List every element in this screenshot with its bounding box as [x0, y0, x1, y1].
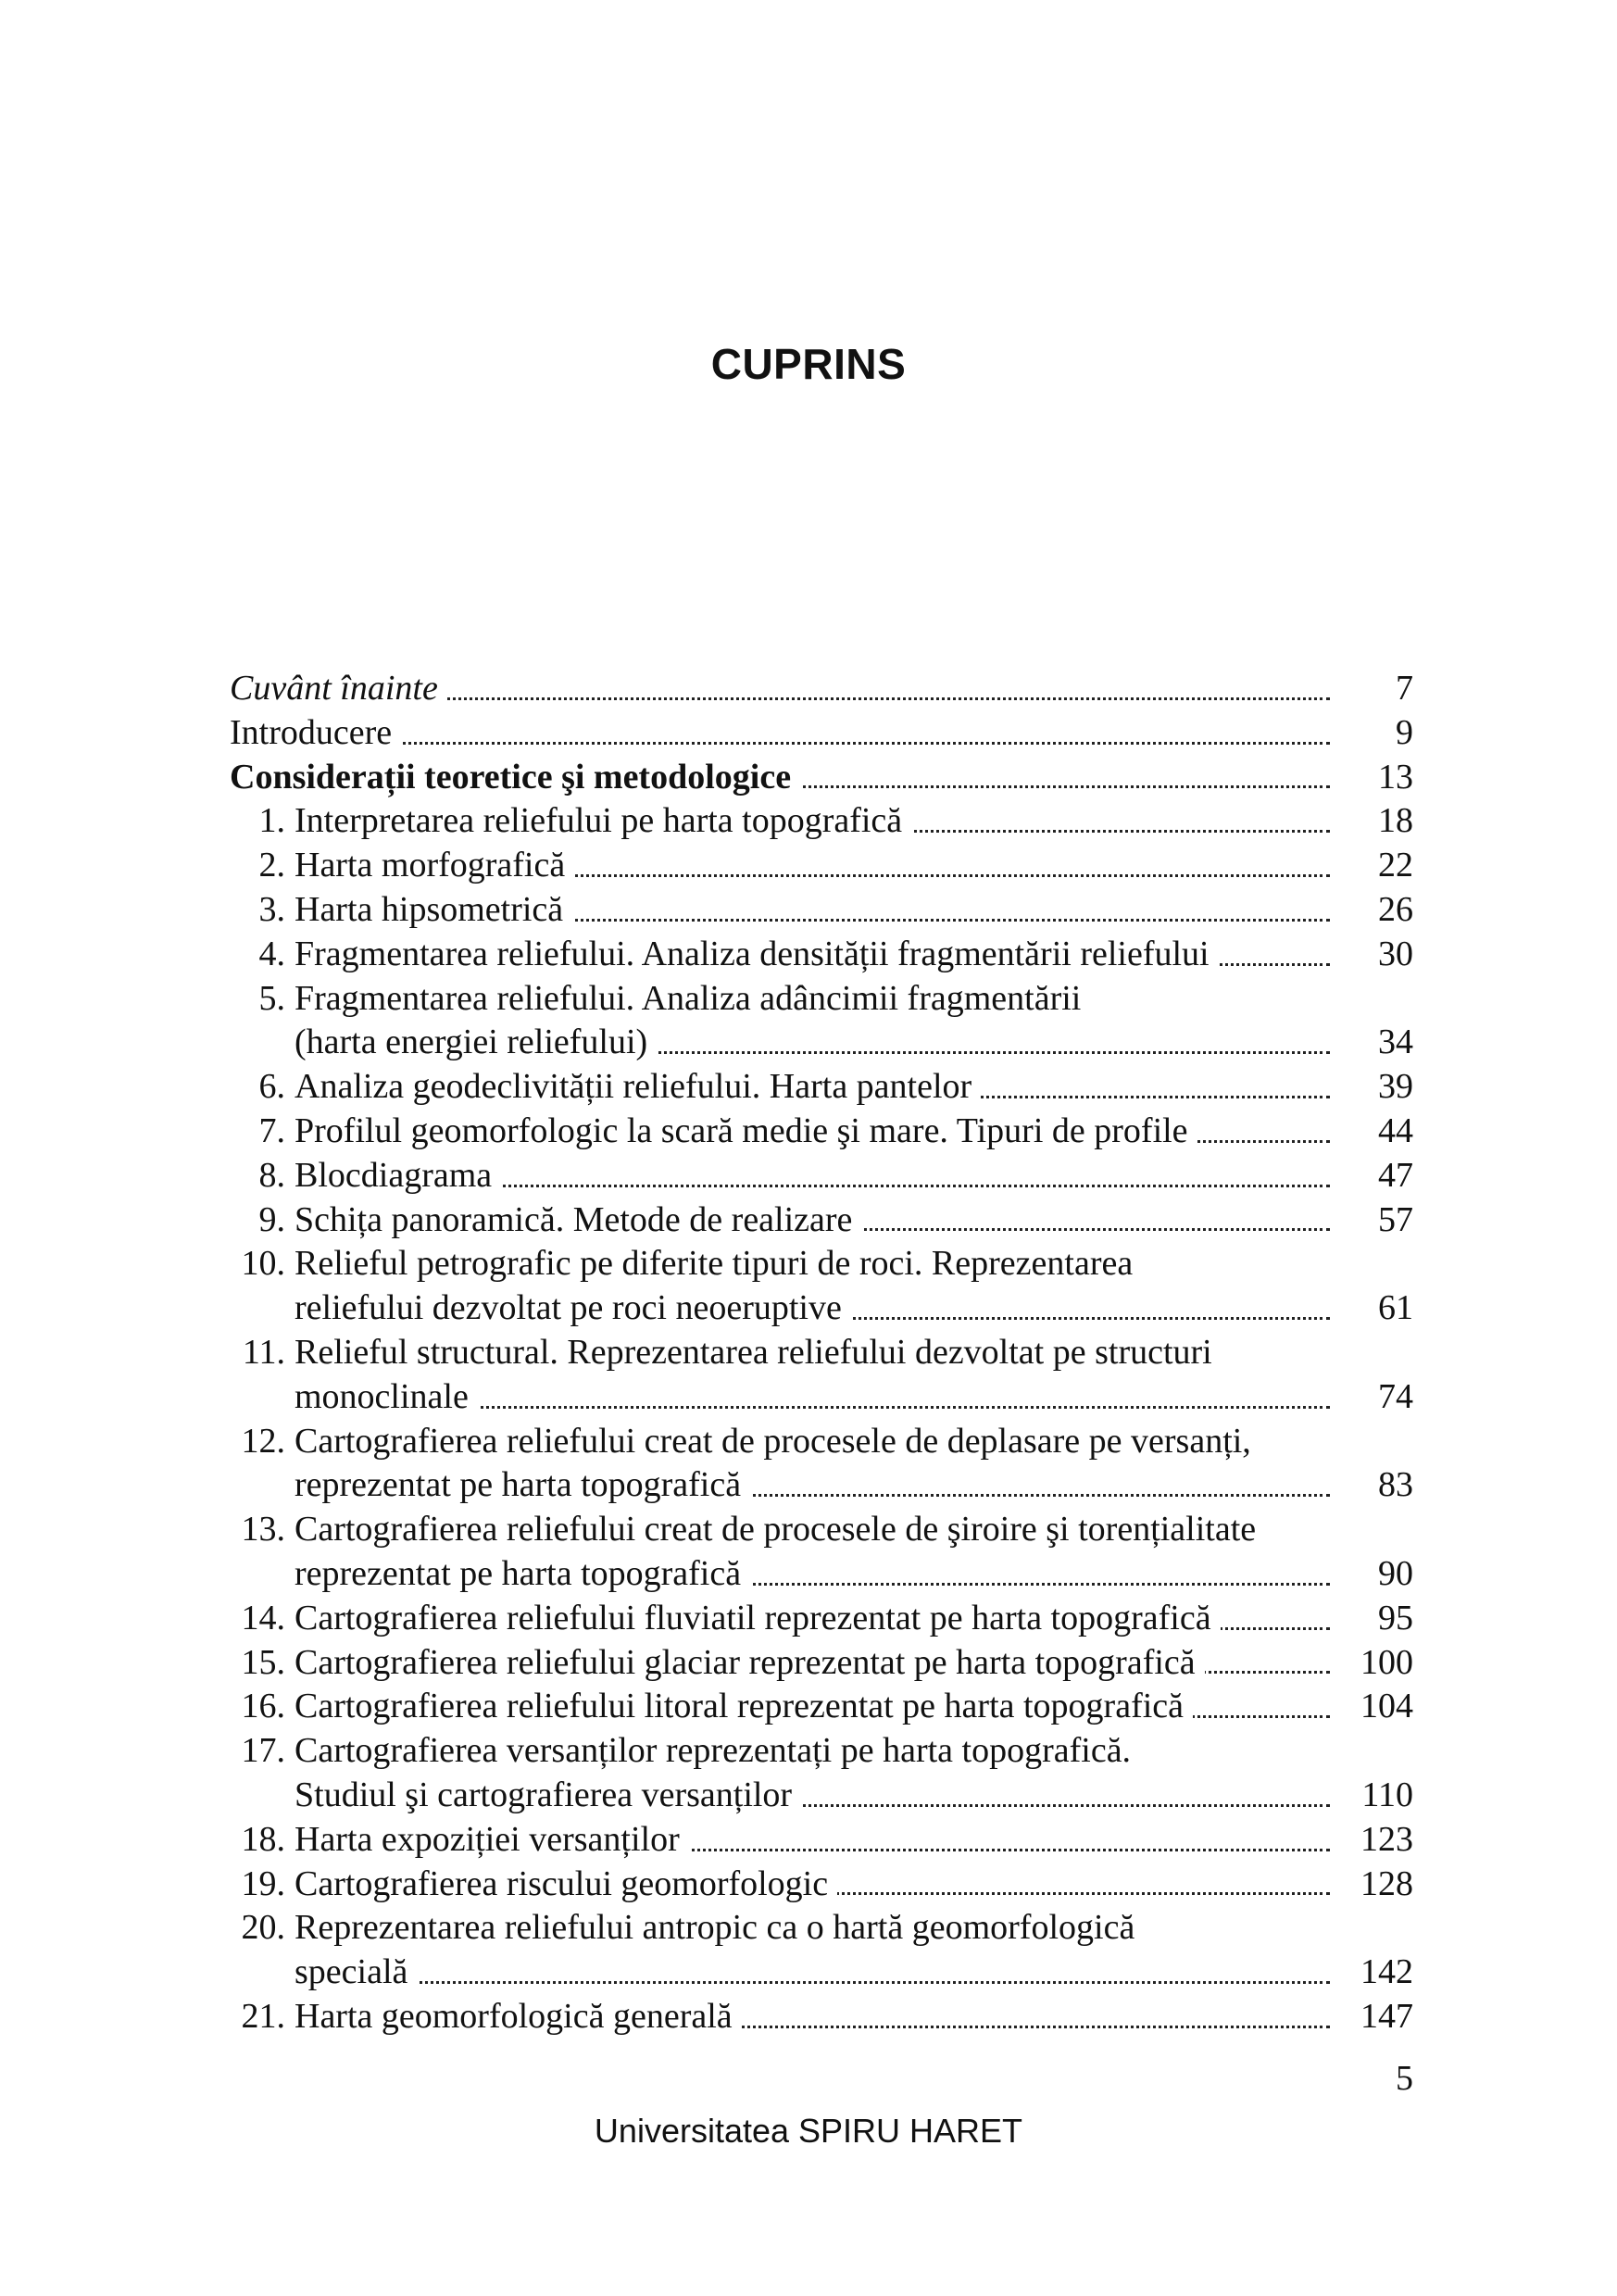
- toc-chapter-text: [230, 1065, 981, 1110]
- toc-chapter-page: 39: [1378, 1067, 1413, 1107]
- toc-chapter-page: 142: [1360, 1952, 1413, 1992]
- toc-chapter-page: 61: [1378, 1288, 1413, 1328]
- toc-chapter-text: [230, 1685, 1193, 1729]
- toc-chapter-text: [230, 1906, 1144, 1951]
- toc-chapter-text: [230, 1597, 1221, 1641]
- toc-chapter-line[interactable]: [230, 1906, 1413, 1951]
- toc-chapter-number: 12.: [241, 1421, 285, 1461]
- toc-chapter-line[interactable]: [230, 1597, 1413, 1641]
- toc-chapter-text: [230, 1154, 501, 1198]
- toc-chapter-label: Profilul geomorfologic la scară medie şi mare. Tipuri de profile: [295, 1110, 1188, 1150]
- toc-chapter-line[interactable]: [230, 1021, 1413, 1065]
- table-of-contents: [230, 667, 1413, 2039]
- toc-chapter-line[interactable]: [230, 1331, 1413, 1375]
- toc-chapter-label: reprezentat pe harta topografică: [295, 1465, 742, 1505]
- toc-chapter-page: 26: [1378, 889, 1413, 929]
- toc-chapter-label: Fragmentarea reliefului. Analiza adâncimii fragmentării: [295, 978, 1082, 1018]
- toc-chapter-text: [230, 1375, 478, 1420]
- page-number: 5: [1396, 2059, 1413, 2098]
- toc-chapter-number: 15.: [241, 1642, 285, 1682]
- toc-chapter-line[interactable]: [230, 1552, 1413, 1597]
- toc-chapter-label: Cartografierea reliefului fluviatil reprezentat pe harta topografică: [295, 1598, 1211, 1637]
- toc-chapter-page: 100: [1360, 1642, 1413, 1682]
- toc-chapter-page: 128: [1360, 1863, 1413, 1903]
- toc-chapter-number: 2.: [258, 846, 285, 885]
- toc-chapter-number: 14.: [241, 1598, 285, 1637]
- toc-chapter-page: 74: [1378, 1376, 1413, 1416]
- toc-chapter-text: [230, 799, 911, 844]
- toc-chapter-line[interactable]: [230, 1110, 1413, 1154]
- toc-chapter-text: [230, 977, 1090, 1022]
- toc-chapter-number: 17.: [241, 1731, 285, 1771]
- toc-chapter-number: 13.: [241, 1510, 285, 1549]
- toc-chapter-label: Blocdiagrama: [295, 1155, 493, 1195]
- toc-chapter-line[interactable]: [230, 1508, 1413, 1552]
- toc-chapter-text: [230, 844, 574, 888]
- toc-chapter-number: 4.: [258, 934, 285, 973]
- toc-chapter-line[interactable]: [230, 799, 1413, 844]
- toc-chapter-line[interactable]: [230, 1463, 1413, 1508]
- toc-entry-label: Cuvânt înainte: [230, 667, 447, 711]
- toc-chapter-line[interactable]: [230, 1375, 1413, 1420]
- toc-chapter-label: Analiza geodeclivității reliefului. Harta pantelor: [295, 1067, 972, 1107]
- toc-chapter-text: [230, 1641, 1205, 1686]
- toc-entry-page: 13: [1378, 757, 1413, 797]
- toc-chapter-number: 18.: [241, 1819, 285, 1859]
- toc-chapter-number: 6.: [258, 1067, 285, 1107]
- toc-chapter-line[interactable]: [230, 977, 1413, 1022]
- toc-chapter-number: 21.: [241, 1996, 285, 2036]
- toc-chapter-label: Harta geomorfologică generală: [295, 1996, 733, 2036]
- toc-chapter-page: 44: [1378, 1110, 1413, 1150]
- toc-chapter-text: [230, 1552, 750, 1597]
- toc-chapter-line[interactable]: [230, 1685, 1413, 1729]
- toc-chapter-label: Harta hipsometrică: [295, 889, 564, 929]
- toc-chapter-label: reprezentat pe harta topografică: [295, 1553, 742, 1593]
- toc-chapter-number: 20.: [241, 1908, 285, 1948]
- toc-chapter-line[interactable]: [230, 1641, 1413, 1686]
- toc-chapter-page: 83: [1378, 1465, 1413, 1505]
- toc-chapter-text: [230, 1420, 1260, 1464]
- toc-chapter-number: 8.: [258, 1155, 285, 1195]
- footer-publisher: Universitatea SPIRU HARET: [594, 2112, 1023, 2150]
- toc-entry-considerations[interactable]: [230, 756, 1413, 800]
- toc-chapter-label: Harta morfografică: [295, 846, 566, 885]
- toc-chapter-line[interactable]: [230, 844, 1413, 888]
- toc-chapter-line[interactable]: [230, 888, 1413, 933]
- toc-chapter-number: 19.: [241, 1863, 285, 1903]
- toc-chapter-text: [230, 1951, 417, 1995]
- toc-chapter-text: [230, 1110, 1197, 1154]
- toc-chapter-line[interactable]: [230, 1863, 1413, 1907]
- toc-chapter-label: Cartografierea reliefului litoral reprezentat pe harta topografică: [295, 1687, 1185, 1726]
- toc-chapter-number: 1.: [258, 801, 285, 841]
- toc-chapter-label: reliefului dezvoltat pe roci neoeruptive: [295, 1288, 842, 1328]
- toc-chapter-text: [230, 1021, 657, 1065]
- toc-chapter-label: Interpretarea reliefului pe harta topografică: [295, 801, 903, 841]
- toc-chapter-line[interactable]: [230, 1995, 1413, 2039]
- toc-chapter-text: [230, 1242, 1142, 1286]
- toc-chapter-text: [230, 1331, 1222, 1375]
- toc-chapter-text: [230, 1995, 742, 2039]
- toc-chapter-label: Cartografierea versanților reprezentați pe harta topografică.: [295, 1731, 1132, 1771]
- toc-chapter-line[interactable]: [230, 1065, 1413, 1110]
- toc-chapter-label: monoclinale: [295, 1376, 469, 1416]
- toc-chapter-label: Cartografierea reliefului glaciar reprezentat pe harta topografică: [295, 1642, 1196, 1682]
- toc-entry-label: Considerații teoretice şi metodologice: [230, 756, 800, 800]
- toc-chapter-page: 30: [1378, 934, 1413, 973]
- toc-chapter-label: Cartografierea reliefului creat de procesele de şiroire şi torențialitate: [295, 1510, 1257, 1549]
- page-title: CUPRINS: [710, 340, 907, 388]
- toc-chapter-page: 34: [1378, 1023, 1413, 1062]
- toc-chapter-label: Relieful petrografic pe diferite tipuri de roci. Reprezentarea: [295, 1244, 1134, 1284]
- toc-chapter-line[interactable]: [230, 1154, 1413, 1198]
- toc-chapter-text: [230, 1286, 851, 1331]
- toc-chapter-line[interactable]: [230, 1729, 1413, 1774]
- toc-chapter-page: 147: [1360, 1996, 1413, 2036]
- toc-chapter-number: 3.: [258, 889, 285, 929]
- toc-chapter-number: 9.: [258, 1199, 285, 1239]
- toc-chapter-line[interactable]: [230, 1286, 1413, 1331]
- toc-chapter-text: [230, 1818, 689, 1863]
- toc-chapter-line[interactable]: [230, 1818, 1413, 1863]
- toc-chapter-text: [230, 1774, 801, 1818]
- toc-chapter-number: 11.: [242, 1332, 285, 1372]
- toc-chapter-label: Reprezentarea reliefului antropic ca o hartă geomorfologică: [295, 1908, 1135, 1948]
- toc-chapter-text: [230, 1198, 861, 1243]
- toc-chapter-page: 123: [1360, 1819, 1413, 1859]
- toc-chapter-text: [230, 1729, 1140, 1774]
- toc-chapter-page: 18: [1378, 801, 1413, 841]
- toc-chapter-text: [230, 888, 572, 933]
- toc-chapter-text: [230, 1463, 750, 1508]
- toc-chapter-text: [230, 933, 1219, 977]
- toc-chapter-label: Fragmentarea reliefului. Analiza densității fragmentării reliefului: [295, 934, 1210, 973]
- toc-chapter-label: Studiul şi cartografierea versanților: [295, 1775, 793, 1814]
- toc-chapter-line[interactable]: [230, 1420, 1413, 1464]
- toc-chapter-line[interactable]: [230, 1774, 1413, 1818]
- toc-chapter-page: 110: [1361, 1775, 1413, 1814]
- toc-chapter-label: (harta energiei reliefului): [295, 1023, 648, 1062]
- toc-chapter-line[interactable]: [230, 1242, 1413, 1286]
- toc-chapter-text: [230, 1508, 1265, 1552]
- toc-chapter-line[interactable]: [230, 1951, 1413, 1995]
- toc-entry-intro[interactable]: [230, 711, 1413, 756]
- toc-chapter-line[interactable]: [230, 933, 1413, 977]
- toc-chapter-number: 16.: [241, 1687, 285, 1726]
- toc-chapter-label: specială: [295, 1952, 408, 1992]
- toc-entry-page: 7: [1396, 669, 1413, 708]
- toc-chapter-line[interactable]: [230, 1198, 1413, 1243]
- toc-chapter-label: Relieful structural. Reprezentarea reliefului dezvoltat pe structuri: [295, 1332, 1212, 1372]
- toc-chapter-page: 47: [1378, 1155, 1413, 1195]
- toc-chapter-label: Cartografierea reliefului creat de procesele de deplasare pe versanți,: [295, 1421, 1251, 1461]
- toc-chapter-page: 95: [1378, 1598, 1413, 1637]
- toc-chapter-page: 90: [1378, 1553, 1413, 1593]
- toc-chapter-number: 5.: [258, 978, 285, 1018]
- toc-chapter-text: [230, 1863, 837, 1907]
- toc-chapter-label: Cartografierea riscului geomorfologic: [295, 1863, 829, 1903]
- toc-entry-forward[interactable]: [230, 667, 1413, 711]
- toc-chapter-number: 10.: [241, 1244, 285, 1284]
- toc-entry-label: Introducere: [230, 711, 401, 756]
- toc-chapter-label: Schița panoramică. Metode de realizare: [295, 1199, 853, 1239]
- toc-chapter-page: 22: [1378, 846, 1413, 885]
- toc-chapter-number: 7.: [258, 1110, 285, 1150]
- toc-chapter-page: 57: [1378, 1199, 1413, 1239]
- toc-chapter-page: 104: [1360, 1687, 1413, 1726]
- toc-chapter-label: Harta expoziției versanților: [295, 1819, 680, 1859]
- toc-entry-page: 9: [1396, 712, 1413, 752]
